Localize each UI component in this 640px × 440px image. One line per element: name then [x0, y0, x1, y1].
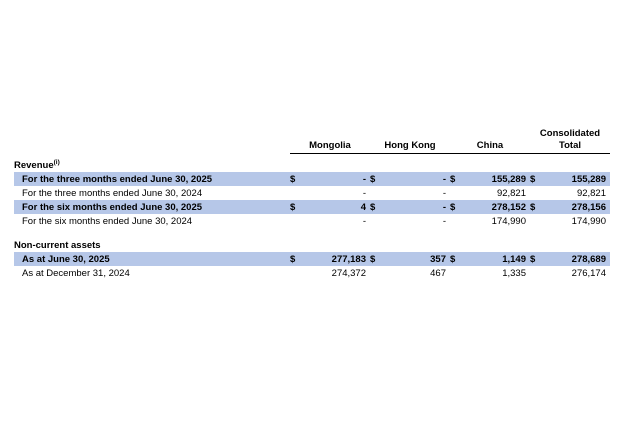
- row-value-china: 92,821: [496, 187, 526, 199]
- row-currency-consolidated: [530, 266, 544, 280]
- table-row: [14, 266, 610, 280]
- section-title-revenue-superscript: (i): [53, 158, 60, 166]
- row-currency-mongolia: $: [290, 252, 304, 266]
- section-title-row-revenue: [14, 157, 610, 172]
- row-currency-hong-kong: $: [370, 172, 384, 186]
- row-currency-mongolia: $: [290, 200, 304, 214]
- row-value-consolidated: 278,689: [544, 252, 610, 266]
- row-value-mongolia: -: [362, 187, 366, 199]
- row-currency-hong-kong: $: [370, 200, 384, 214]
- row-value-china: 278,152: [464, 200, 530, 214]
- section-title-non-current-assets-filler: [290, 237, 610, 252]
- row-value-hong-kong: -: [442, 215, 446, 227]
- row-value-hong-kong: -: [384, 200, 450, 214]
- row-currency-china: $: [450, 172, 464, 186]
- row-value-mongolia: 274,372: [331, 267, 366, 279]
- row-value-consolidated: 276,174: [571, 267, 606, 279]
- section-title-revenue-text: Revenue: [14, 159, 54, 171]
- row-value-china: 1,335: [502, 267, 526, 279]
- row-label: As at December 31, 2024: [22, 267, 130, 279]
- row-value-hong-kong: -: [384, 172, 450, 186]
- row-currency-mongolia: [290, 266, 304, 280]
- row-value-mongolia: -: [304, 172, 370, 186]
- row-value-mongolia: -: [362, 215, 366, 227]
- header-blank: [14, 128, 290, 153]
- table-row: [14, 252, 610, 266]
- column-header-china: China: [450, 128, 530, 153]
- row-currency-consolidated: $: [530, 200, 544, 214]
- row-currency-mongolia: [290, 186, 304, 200]
- row-value-china: 1,149: [464, 252, 530, 266]
- row-currency-consolidated: [530, 214, 544, 228]
- section-title-non-current-assets: [14, 237, 290, 252]
- table-row: [14, 200, 610, 214]
- row-value-china: 155,289: [464, 172, 530, 186]
- row-value-consolidated: 174,990: [571, 215, 606, 227]
- row-currency-mongolia: $: [290, 172, 304, 186]
- column-header-consolidated-total: [530, 128, 610, 153]
- row-currency-consolidated: [530, 186, 544, 200]
- row-currency-hong-kong: [370, 186, 384, 200]
- row-currency-hong-kong: $: [370, 252, 384, 266]
- row-label: As at June 30, 2025: [14, 252, 290, 266]
- row-currency-china: [450, 266, 464, 280]
- table-header-row: [14, 128, 610, 153]
- section-title-row-non-current-assets: [14, 237, 610, 252]
- row-value-consolidated: 278,156: [544, 200, 610, 214]
- row-value-hong-kong: -: [442, 187, 446, 199]
- row-currency-china: [450, 214, 464, 228]
- row-currency-hong-kong: [370, 214, 384, 228]
- table-row: [14, 186, 610, 200]
- row-value-china: 174,990: [491, 215, 526, 227]
- row-value-consolidated: 92,821: [576, 187, 606, 199]
- section-title-revenue-filler: [290, 157, 610, 172]
- column-header-mongolia: Mongolia: [290, 128, 370, 153]
- row-currency-mongolia: [290, 214, 304, 228]
- row-value-hong-kong: 467: [430, 267, 446, 279]
- table-row: [14, 214, 610, 228]
- row-label: For the three months ended June 30, 2024: [22, 187, 203, 199]
- row-label: For the three months ended June 30, 2025: [14, 172, 290, 186]
- column-header-consolidated-line1: Consolidated: [539, 128, 601, 139]
- row-value-mongolia: 277,183: [304, 252, 370, 266]
- row-currency-china: $: [450, 252, 464, 266]
- section-title-non-current-assets-text: Non-current assets: [14, 239, 101, 251]
- segment-information-table: [14, 128, 610, 280]
- row-currency-consolidated: $: [530, 172, 544, 186]
- section-spacer-row: [14, 228, 610, 237]
- row-currency-china: [450, 186, 464, 200]
- row-currency-hong-kong: [370, 266, 384, 280]
- row-value-consolidated: 155,289: [544, 172, 610, 186]
- row-value-mongolia: 4: [304, 200, 370, 214]
- row-currency-consolidated: $: [530, 252, 544, 266]
- column-header-hong-kong: Hong Kong: [370, 128, 450, 153]
- table-row: [14, 172, 610, 186]
- row-currency-china: $: [450, 200, 464, 214]
- row-label: For the six months ended June 30, 2025: [14, 200, 290, 214]
- row-value-hong-kong: 357: [384, 252, 450, 266]
- section-title-revenue: [14, 157, 290, 172]
- section-spacer-cell: [14, 228, 610, 237]
- column-header-consolidated-line2: Total: [559, 139, 581, 151]
- row-label: For the six months ended June 30, 2024: [22, 215, 193, 227]
